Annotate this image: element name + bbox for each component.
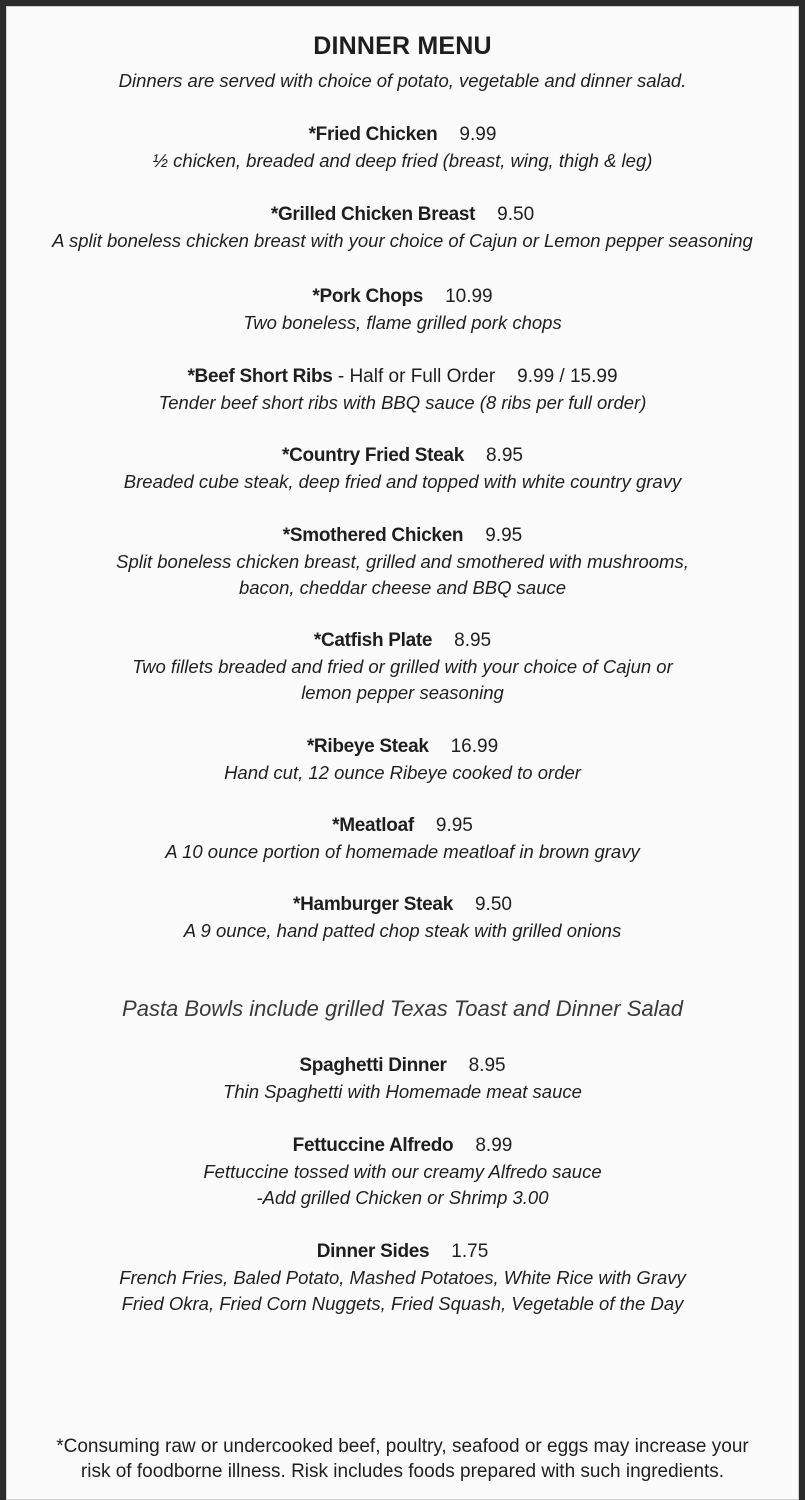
menu-item-name: *Pork Chops bbox=[312, 286, 424, 307]
menu-item-price: 9.99 bbox=[459, 124, 497, 145]
menu-item-description: ½ chicken, breaded and deep fried (breast, wing, thigh & leg) bbox=[152, 150, 653, 171]
menu-item-header bbox=[6, 1132, 799, 1159]
menu-item-name: *Country Fried Steak bbox=[282, 445, 464, 466]
menu-item-header bbox=[6, 733, 799, 760]
menu-item-description: A split boneless chicken breast with your choice of Cajun or Lemon pepper seasoning bbox=[52, 230, 753, 251]
menu-item-header bbox=[6, 1052, 799, 1079]
menu-item-name: *Smothered Chicken bbox=[282, 525, 464, 546]
menu-item bbox=[6, 627, 799, 706]
menu-item bbox=[6, 1132, 799, 1211]
menu-item-portion: - Half or Full Order bbox=[332, 366, 496, 387]
menu-item-header bbox=[6, 627, 799, 654]
menu-item bbox=[6, 442, 799, 495]
menu-item-name: *Hamburger Steak bbox=[293, 894, 453, 915]
menu-item-description: French Fries, Baled Potato, Mashed Potatoes, White Rice with Gravy bbox=[119, 1267, 686, 1288]
menu-item-price: 8.95 bbox=[454, 630, 492, 651]
menu-item-header bbox=[6, 1238, 799, 1265]
menu-item-header bbox=[6, 812, 799, 839]
menu-item-price: 16.99 bbox=[450, 736, 499, 757]
menu-item-description: A 10 ounce portion of homemade meatloaf in brown gravy bbox=[165, 841, 640, 862]
menu-item-header bbox=[6, 121, 799, 148]
menu-item-description: Hand cut, 12 ounce Ribeye cooked to order bbox=[224, 762, 581, 783]
menu-item-header bbox=[6, 522, 799, 549]
menu-item-price: 1.75 bbox=[451, 1241, 489, 1262]
menu-item-name: *Grilled Chicken Breast bbox=[270, 204, 476, 225]
menu-item-price: 9.50 bbox=[474, 894, 512, 915]
menu-item-description: -Add grilled Chicken or Shrimp 3.00 bbox=[256, 1187, 549, 1208]
menu-item-price: 8.99 bbox=[475, 1135, 513, 1156]
menu-item-price: 9.95 bbox=[485, 525, 523, 546]
menu-item-price: 9.50 bbox=[497, 204, 535, 225]
menu-item-description: lemon pepper seasoning bbox=[301, 682, 504, 703]
footnote bbox=[6, 1434, 799, 1484]
menu-page bbox=[6, 6, 799, 1500]
menu-item-name: *Ribeye Steak bbox=[306, 736, 429, 757]
menu-item bbox=[6, 1052, 799, 1105]
menu-item-description: A 9 ounce, hand patted chop steak with grilled onions bbox=[183, 920, 622, 941]
menu-item-description: Two fillets breaded and fried or grilled with your choice of Cajun or bbox=[132, 656, 673, 677]
menu-item-name: Fettuccine Alfredo bbox=[292, 1135, 454, 1156]
menu-item-description: Fried Okra, Fried Corn Nuggets, Fried Squash, Vegetable of the Day bbox=[121, 1293, 684, 1314]
menu-item bbox=[6, 1238, 799, 1317]
menu-item-description: Split boneless chicken breast, grilled and smothered with mushrooms, bbox=[116, 551, 689, 572]
menu-item-name: *Meatloaf bbox=[332, 815, 414, 836]
menu-item bbox=[6, 891, 799, 944]
menu-item bbox=[6, 121, 799, 174]
pasta-heading: Pasta Bowls include grilled Texas Toast and Dinner Salad bbox=[122, 996, 683, 1021]
menu-item bbox=[6, 283, 799, 336]
menu-item-description: Breaded cube steak, deep fried and topped with white country gravy bbox=[123, 471, 682, 492]
menu-item-header bbox=[6, 891, 799, 918]
menu-item bbox=[6, 733, 799, 786]
menu-item-price: 9.99 / 15.99 bbox=[517, 366, 618, 387]
menu-item-name: *Fried Chicken bbox=[308, 124, 438, 145]
menu-subtitle: Dinners are served with choice of potato, vegetable and dinner salad. bbox=[118, 70, 687, 91]
menu-item-description: bacon, cheddar cheese and BBQ sauce bbox=[238, 577, 567, 598]
footnote-line: risk of foodborne illness. Risk includes foods prepared with such ingredients. bbox=[80, 1461, 725, 1482]
menu-item-description: Fettuccine tossed with our creamy Alfredo sauce bbox=[203, 1161, 602, 1182]
menu-item-name: Spaghetti Dinner bbox=[299, 1055, 447, 1076]
menu-item-price: 9.95 bbox=[435, 815, 473, 836]
menu-item-name: Dinner Sides bbox=[316, 1241, 430, 1262]
menu-item-header bbox=[6, 363, 799, 390]
menu-item-name: *Catfish Plate bbox=[313, 630, 433, 651]
menu-item-price: 10.99 bbox=[445, 286, 493, 307]
menu-item-header bbox=[6, 283, 799, 310]
menu-item bbox=[6, 522, 799, 601]
menu-item-description: Tender beef short ribs with BBQ sauce (8 ribs per full order) bbox=[158, 392, 647, 413]
menu-item bbox=[6, 201, 799, 254]
menu-item-header bbox=[6, 442, 799, 469]
menu-item bbox=[6, 812, 799, 865]
menu-item-name: *Beef Short Ribs bbox=[187, 366, 333, 387]
menu-item-description: Two boneless, flame grilled pork chops bbox=[243, 312, 562, 333]
footnote-line: *Consuming raw or undercooked beef, poultry, seafood or eggs may increase your bbox=[56, 1436, 749, 1457]
menu-item bbox=[6, 363, 799, 416]
menu-title: DINNER MENU bbox=[313, 32, 492, 60]
menu-item-price: 8.95 bbox=[468, 1055, 506, 1076]
menu-item-header bbox=[6, 201, 799, 228]
menu-item-price: 8.95 bbox=[485, 445, 523, 466]
menu-item-description: Thin Spaghetti with Homemade meat sauce bbox=[223, 1081, 582, 1102]
